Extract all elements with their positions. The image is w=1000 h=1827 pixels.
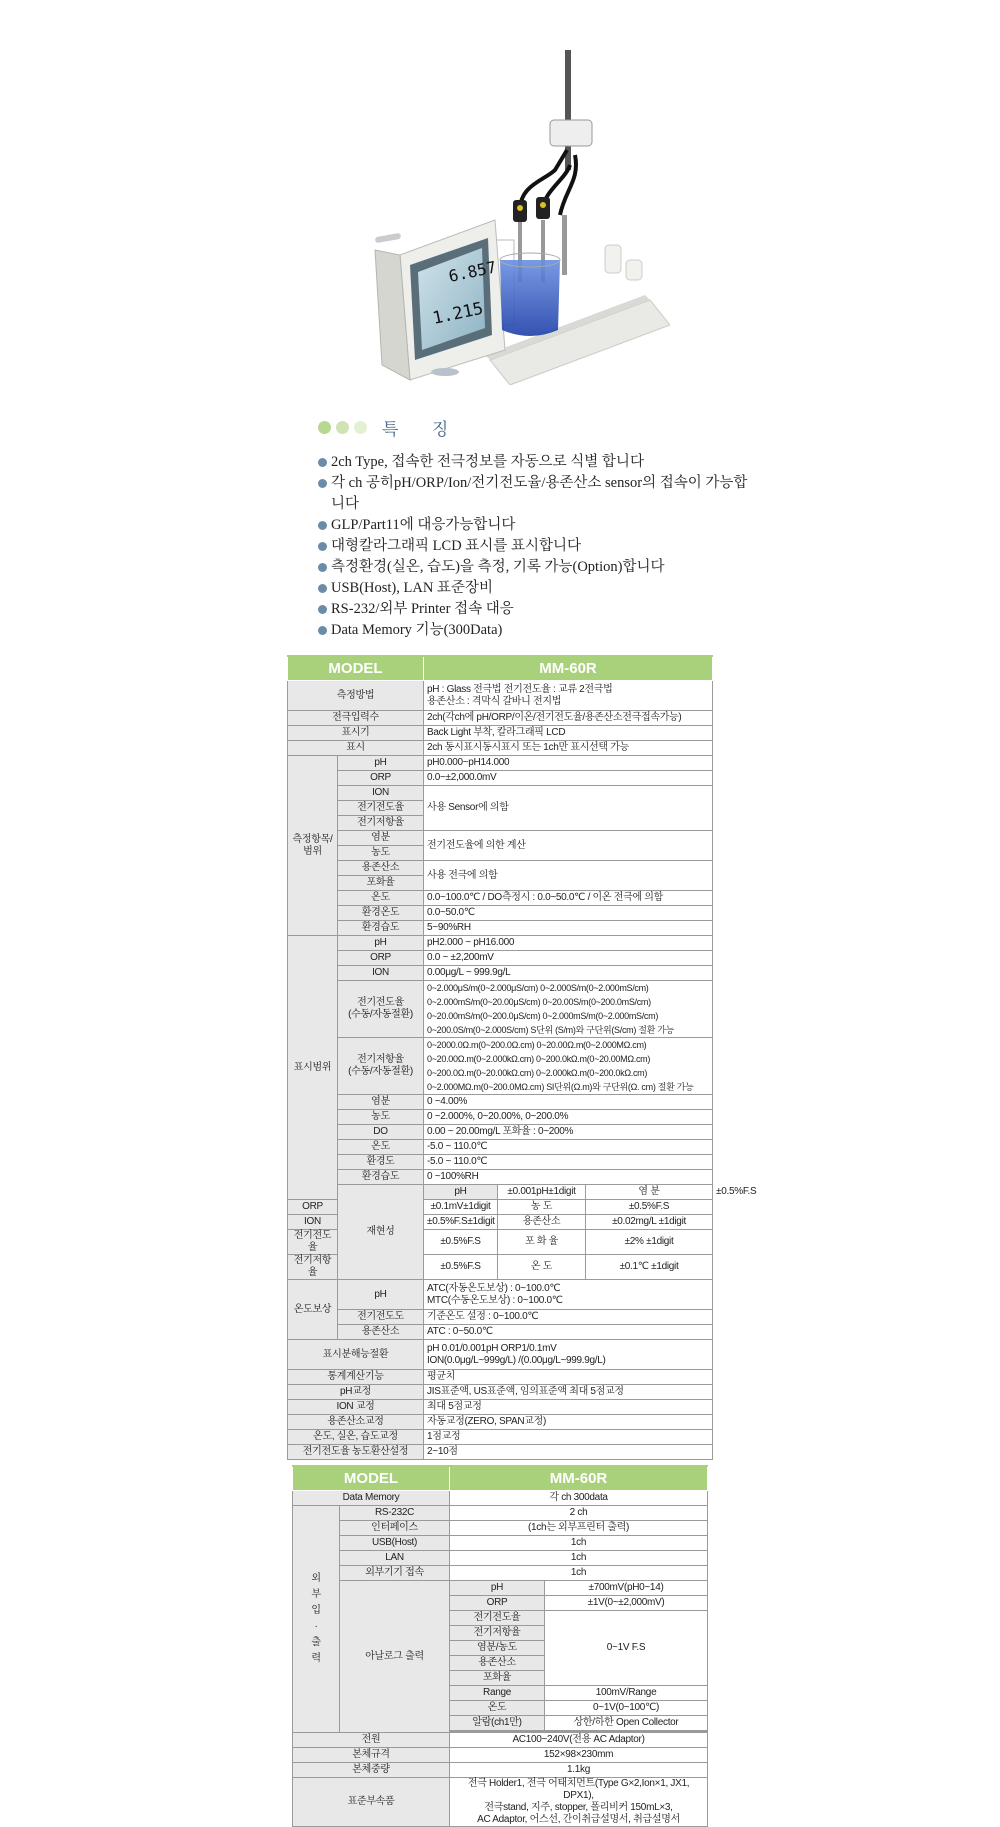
group-label-io: 외 부 입 · 출 력: [293, 1506, 340, 1733]
spec-label: 본체중량: [293, 1763, 450, 1778]
spec-label: pH교정: [288, 1385, 424, 1400]
item-label: 포화율: [338, 876, 424, 891]
item-label: DO: [338, 1125, 424, 1140]
sub-value: ±700mV(pH0~14): [545, 1581, 708, 1596]
circle-icon: [354, 421, 367, 434]
lcd-value-1: 6.857: [446, 257, 498, 286]
spec-label: 표준부속품: [293, 1778, 450, 1827]
item-value: ±0.1mV±1digit: [424, 1200, 498, 1215]
item-label: 염분: [338, 1095, 424, 1110]
item-value: ATC : 0~50.0℃: [424, 1325, 713, 1340]
item-label: LAN: [340, 1551, 450, 1566]
item-label: ORP: [288, 1200, 338, 1215]
model-value: MM-60R: [450, 1466, 708, 1491]
feature-item: 각 ch 공히pH/ORP/Ion/전기전도율/용존산소 sensor의 접속이 가능합니다: [318, 473, 758, 515]
spec-label: 전기전도율 농도환산설정: [288, 1445, 424, 1460]
item-label: ION: [338, 966, 424, 981]
item-value: ±0.5%F.S: [586, 1200, 713, 1215]
features-list: [318, 452, 758, 641]
item-label: 환경습도: [338, 921, 424, 936]
item-label: ORP: [338, 771, 424, 786]
item-label: 외부기기 접속: [340, 1566, 450, 1581]
feature-item: 측정환경(실온, 습도)을 측정, 기록 가능(Option)합니다: [318, 557, 758, 578]
circle-icon: [318, 421, 331, 434]
spec-value: pH 0.01/0.001pH ORP1/0.1mV ION(0.0μg/L~999g/L) /(0.00μg/L~999.9g/L): [424, 1340, 713, 1370]
group-label-display: 표시범위: [288, 936, 338, 1200]
item-label: 농 도: [498, 1200, 586, 1215]
item-value: 0.0~50.0℃: [424, 906, 713, 921]
item-value: -5.0 ~ 110.0℃: [424, 1155, 713, 1170]
item-value: 0~2000.0Ω.m(0~200.0Ω.cm) 0~20.00Ω.m(0~2.000MΩ.cm) 0~20.00Ω.m(0~2.000kΩ.cm) 0~200.0kΩ.m(0~20.00MΩ.cm) 0~200.0Ω.m(0~20.00kΩ.cm) 0~2.000kΩ.m(0~200.0kΩ.cm) 0~2.000MΩ.m(0~200.0MΩ.cm) SI단위(Ω.m)와 구단위(Ω. cm) 절환 가능: [424, 1038, 713, 1095]
spec-label: 통계계산기능: [288, 1370, 424, 1385]
group-label-range: 측정항목/ 범위: [288, 756, 338, 936]
sub-label: ORP: [450, 1596, 545, 1611]
spec-value: pH : Glass 전극법 전기전도율 : 교류 2전극법 용존산소 : 격막식 갈바니 전지법: [424, 681, 713, 711]
spec-label: 전극입력수: [288, 711, 424, 726]
spec-table-main: MODEL MM-60R 측정방법 pH : Glass 전극법 전기전도율 : 교류 2전극법 용존산소 : 격막식 갈바니 전지법 전극입력수 2ch(각ch에 pH/ORP/이온/전기전도율/용존산소전극접속가능) 표시기 Back Light 부착, 칼라그래픽 LCD 표시 2ch 동시표시동시표시 또는 1ch만 표시선택 가능 측정항목/ 범위 pH pH0.000~pH14.000 ORP 0.0~±2,000.0mV ION 사용 Sensor에 의함 전기전도율 전기저항율 염분 전기전도율에 의한 계산 농도 용존산소 사용 전극에 의함 포화율 온도 0.0~100.0℃ / DO측정시 : 0.0~50.0℃ / 이온 전극에 의함 환경온도 0.0~50.0℃ 환경습도 5~90%RH 표시범위 pH pH2.000 ~ pH16.000 ORP 0.0 ~ ±2,200mV ION 0.00μg/L ~ 999.9g/L 전기전도율 (수동/자동절환) 0~2.000μS/m(0~2.000μS/cm) 0~2.000S/m(0~2.000mS/cm) 0~2.000mS/m(0~20.00μS/cm) 0~20.00S/m(0~200.0mS/cm) 0~20.00mS/m(0~200.0μS/cm) 0~2.000mS/m(0~2.000mS/cm) 0~200.0S/m(0~2.000S/cm) S단위 (S/m)와 구단위(S/cm) 절환 가능 전기저항율 (수동/자동절환) 0~2000.0Ω.m(0~200.0Ω.cm) 0~20.00Ω.m(0~2.000MΩ.cm) 0~20.00Ω.m(0~2.000kΩ.cm) 0~200.0kΩ.m(0~20.00MΩ.cm) 0~200.0Ω.m(0~20.00kΩ.cm) 0~2.000kΩ.m(0~200.0kΩ.cm) 0~2.000MΩ.m(0~200.0MΩ.cm) SI단위(Ω.m)와 구단위(Ω. cm) 절환 가능 염분 0 ~4.00% 농도 0 ~2.000%, 0~20.00%, 0~200.0% DO 0.00 ~ 20.00mg/L 포화율 : 0~200% 온도 -5.0 ~ 110.0℃ 환경도 -5.0 ~ 110.0℃ 환경습도 0 ~100%RH 재현성 pH ±0.001pH±1digit 염 분 ±0.5%F.S ORP ±0.1mV±1digit 농 도 ±0.5%F.S ION ±0.5%F.S±1digit 용존산소 ±0.02mg/L ±1digit 전기전도율 ±0.5%F.S 포 화 율 ±2% ±1digit 전기저항율 ±0.5%F.S 온 도 ±0.1℃ ±1digit 온도보상 pH ATC(자동온도보상) : 0~100.0℃ MTC(수동온도보상) : 0~100.0℃ 전기전도도 기준온도 설정 : 0~100.0℃ 용존산소 ATC : 0~50.0℃ 표시분해능절환 pH 0.01/0.001pH ORP1/0.1mV ION(0.0μg/L~999g/L) /(0.00μg/L~999.9g/L) 통계계산기능 평균치 pH교정 JIS표준액, US표준액, 임의표준액 최대 5점교정 ION 교정 최대 5점교정 용존산소교정 자동교정(ZERO, SPAN교정) 온도, 실온, 습도교정 1점교정 전기전도율 농도환산설정 2~10점: [287, 655, 713, 1460]
spec-label: ION 교정: [288, 1400, 424, 1415]
item-value: 1ch: [450, 1551, 708, 1566]
features-section: [318, 414, 758, 641]
sub-label: pH: [450, 1581, 545, 1596]
item-value: ±2% ±1digit: [586, 1230, 713, 1255]
item-value: 0 ~4.00%: [424, 1095, 713, 1110]
item-value: 5~90%RH: [424, 921, 713, 936]
sub-value: 100mV/Range: [545, 1686, 708, 1701]
spec-label: 본체규격: [293, 1748, 450, 1763]
spec-label: 전원: [293, 1733, 450, 1748]
item-label: 전기저항율 (수동/자동절환): [338, 1038, 424, 1095]
spec-value: 자동교정(ZERO, SPAN교정): [424, 1415, 713, 1430]
item-value: 0.0 ~ ±2,200mV: [424, 951, 713, 966]
item-value: 사용 Sensor에 의함: [424, 786, 713, 831]
features-heading: [318, 414, 758, 440]
item-value: 0.00μg/L ~ 999.9g/L: [424, 966, 713, 981]
item-value: ±0.001pH±1digit: [498, 1185, 586, 1200]
sub-label: Range: [450, 1686, 545, 1701]
item-value: ±0.02mg/L ±1digit: [586, 1215, 713, 1230]
group-label-temp-compensation: 온도보상: [288, 1280, 338, 1340]
item-label: 온 도: [498, 1255, 586, 1280]
group-label-repeatability: 재현성: [338, 1185, 424, 1280]
product-image: [370, 50, 670, 385]
spec-label: 표시: [288, 741, 424, 756]
item-label: 전기저항율: [338, 816, 424, 831]
spec-label: 온도, 실온, 습도교정: [288, 1430, 424, 1445]
feature-item: GLP/Part11에 대응가능합니다: [318, 515, 758, 536]
item-value: 1ch: [450, 1536, 708, 1551]
spec-label: 표시기: [288, 726, 424, 741]
spec-value: Back Light 부착, 칼라그래픽 LCD: [424, 726, 713, 741]
item-value: 0.0~±2,000.0mV: [424, 771, 713, 786]
item-label: 전기전도율: [288, 1230, 338, 1255]
sub-label: 전기전도율: [450, 1611, 545, 1626]
item-value: 기준온도 설정 : 0~100.0℃: [424, 1310, 713, 1325]
item-label: ION: [288, 1215, 338, 1230]
model-label: MODEL: [288, 656, 424, 681]
item-value: pH0.000~pH14.000: [424, 756, 713, 771]
item-label: RS-232C: [340, 1506, 450, 1521]
item-label: pH: [424, 1185, 498, 1200]
model-label: MODEL: [293, 1466, 450, 1491]
sub-label: 염분/농도: [450, 1641, 545, 1656]
item-value: 0 ~2.000%, 0~20.00%, 0~200.0%: [424, 1110, 713, 1125]
item-label: 환경도: [338, 1155, 424, 1170]
item-value: ±0.5%F.S: [424, 1230, 498, 1255]
spec-label: 표시분해능절환: [288, 1340, 424, 1370]
sub-label: 온도: [450, 1701, 545, 1716]
sub-label: 알람(ch1만): [450, 1716, 545, 1731]
item-label: 인터페이스: [340, 1521, 450, 1536]
item-label: 농도: [338, 846, 424, 861]
spec-value: 전극 Holder1, 전극 어태치먼트(Type G×2,Ion×1, JX1, DPX1), 전극stand, 지주, stopper, 폴리비커 150mL×3, AC Adaptor, 어스선, 간이취급설명서, 취급설명서: [450, 1778, 708, 1827]
item-label: pH: [338, 756, 424, 771]
item-label: 전기저항율: [288, 1255, 338, 1280]
spec-value: 1.1kg: [450, 1763, 708, 1778]
item-label: 전기전도율: [338, 801, 424, 816]
item-label: 염 분: [586, 1185, 713, 1200]
item-value: 전기전도율에 의한 계산: [424, 831, 713, 861]
item-label: 전기전도율 (수동/자동절환): [338, 981, 424, 1038]
item-value: pH2.000 ~ pH16.000: [424, 936, 713, 951]
item-label: pH: [338, 936, 424, 951]
spec-value: JIS표준액, US표준액, 임의표준액 최대 5점교정: [424, 1385, 713, 1400]
item-label: 농도: [338, 1110, 424, 1125]
item-value: 0 ~100%RH: [424, 1170, 713, 1185]
spec-value: 1점교정: [424, 1430, 713, 1445]
item-value: ATC(자동온도보상) : 0~100.0℃ MTC(수동온도보상) : 0~100.0℃: [424, 1280, 713, 1310]
features-title: 특 징: [382, 419, 463, 440]
item-label: 전기전도도: [338, 1310, 424, 1325]
spec-value: 최대 5점교정: [424, 1400, 713, 1415]
spec-value: 각 ch 300data: [450, 1491, 708, 1506]
item-label: 환경습도: [338, 1170, 424, 1185]
item-value: 1ch: [450, 1566, 708, 1581]
sub-label: 전기저항율: [450, 1626, 545, 1641]
item-label: 포 화 율: [498, 1230, 586, 1255]
item-value: -5.0 ~ 110.0℃: [424, 1140, 713, 1155]
feature-item: USB(Host), LAN 표준장비: [318, 578, 758, 599]
spec-label: Data Memory: [293, 1491, 450, 1506]
sub-value: 상한/하한 Open Collector: [545, 1716, 708, 1731]
feature-item: 대형칼라그래픽 LCD 표시를 표시합니다: [318, 536, 758, 557]
feature-item: Data Memory 기능(300Data): [318, 620, 758, 641]
item-value: 0.00 ~ 20.00mg/L 포화율 : 0~200%: [424, 1125, 713, 1140]
spec-value: 2ch(각ch에 pH/ORP/이온/전기전도율/용존산소전극접속가능): [424, 711, 713, 726]
item-label: 염분: [338, 831, 424, 846]
item-value: 2 ch: [450, 1506, 708, 1521]
item-label: 용존산소: [338, 1325, 424, 1340]
spec-table-io: [292, 1465, 708, 1827]
sub-label: 용존산소: [450, 1656, 545, 1671]
item-value: ±0.5%F.S±1digit: [424, 1215, 498, 1230]
sub-value: ±1V(0~±2,000mV): [545, 1596, 708, 1611]
item-value: 0~2.000μS/m(0~2.000μS/cm) 0~2.000S/m(0~2.000mS/cm) 0~2.000mS/m(0~20.00μS/cm) 0~20.00S/m(0~200.0mS/cm) 0~20.00mS/m(0~200.0μS/cm) 0~2.000mS/m(0~2.000mS/cm) 0~200.0S/m(0~2.000S/cm) S단위 (S/m)와 구단위(S/cm) 절환 가능: [424, 981, 713, 1038]
spec-value: 152×98×230mm: [450, 1748, 708, 1763]
item-label: 용존산소: [338, 861, 424, 876]
item-label: 아날로그 출력: [340, 1581, 450, 1733]
item-value: ±0.5%F.S: [424, 1255, 498, 1280]
item-value: 사용 전극에 의함: [424, 861, 713, 891]
item-value: 0.0~100.0℃ / DO측정시 : 0.0~50.0℃ / 이온 전극에 의함: [424, 891, 713, 906]
model-value: MM-60R: [424, 656, 713, 681]
lcd-value-2: 1.215: [430, 298, 486, 329]
item-label: 용존산소: [498, 1215, 586, 1230]
sub-value: 0~1V(0~100℃): [545, 1701, 708, 1716]
spec-value: AC100~240V(전용 AC Adaptor): [450, 1733, 708, 1748]
circle-icon: [336, 421, 349, 434]
item-label: ORP: [338, 951, 424, 966]
feature-item: RS-232/외부 Printer 접속 대응: [318, 599, 758, 620]
item-label: USB(Host): [340, 1536, 450, 1551]
spec-value: 2~10점: [424, 1445, 713, 1460]
feature-item: 2ch Type, 접속한 전극정보를 자동으로 식별 합니다: [318, 452, 758, 473]
spec-value: 평균치: [424, 1370, 713, 1385]
sub-label: 포화율: [450, 1671, 545, 1686]
sub-value: 0~1V F.S: [545, 1611, 708, 1686]
item-value: ±0.1℃ ±1digit: [586, 1255, 713, 1280]
item-label: ION: [338, 786, 424, 801]
item-label: pH: [338, 1280, 424, 1310]
item-label: 온도: [338, 891, 424, 906]
item-label: 온도: [338, 1140, 424, 1155]
spec-label: 측정방법: [288, 681, 424, 711]
item-value: (1ch는 외부프린터 출력): [450, 1521, 708, 1536]
spec-value: 2ch 동시표시동시표시 또는 1ch만 표시선택 가능: [424, 741, 713, 756]
item-label: 환경온도: [338, 906, 424, 921]
spec-label: 용존산소교정: [288, 1415, 424, 1430]
